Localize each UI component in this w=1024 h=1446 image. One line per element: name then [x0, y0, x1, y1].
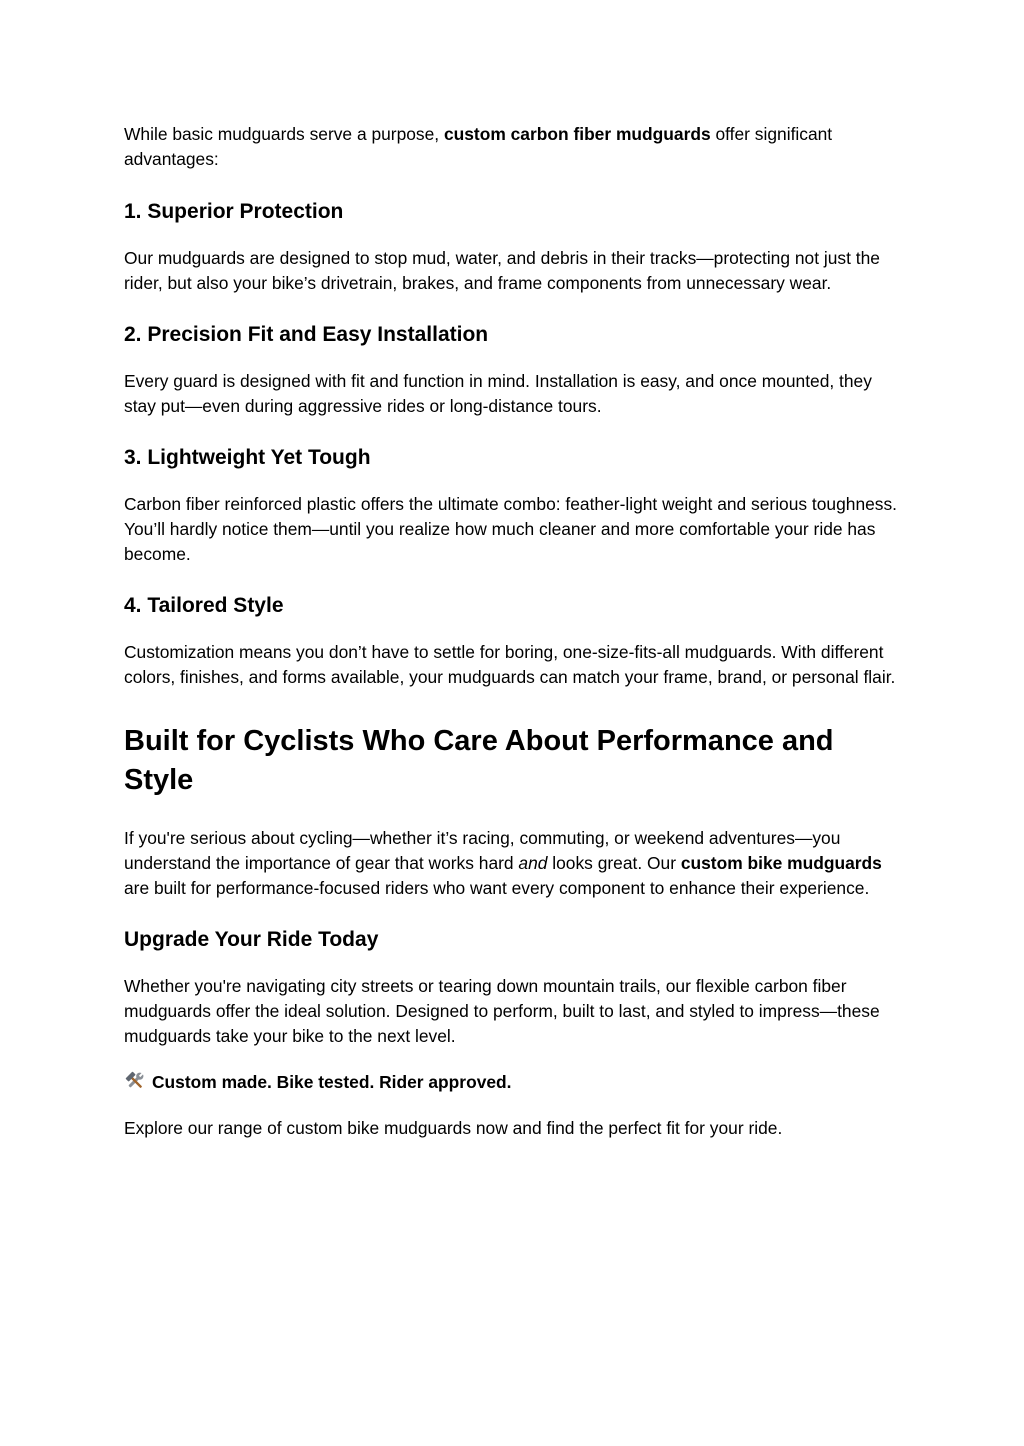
- heading-superior-protection: 1. Superior Protection: [124, 200, 344, 223]
- paragraph-tailored-style: Customization means you don’t have to settle for boring, one-size-fits-all mudguards. With different colors, finishes, and forms available, your mudguards can match your frame, brand, or personal flair.: [124, 642, 896, 687]
- built-bold-text: custom bike mudguards: [680, 853, 882, 873]
- heading-built-for-cyclists: Built for Cyclists Who Care About Performance and Style: [124, 725, 834, 796]
- intro-text-end: offer significant advantages:: [124, 124, 833, 169]
- intro-text-start: While basic mudguards serve a purpose,: [124, 124, 444, 144]
- heading-upgrade-ride: Upgrade Your Ride Today: [124, 928, 379, 951]
- tagline-text: Custom made. Bike tested. Rider approved.: [152, 1072, 512, 1092]
- paragraph-precision-fit: Every guard is designed with fit and function in mind. Installation is easy, and once mounted, they stay put—even during aggressive rides or long-distance tours.: [124, 371, 872, 416]
- closing-paragraph: Explore our range of custom bike mudguards now and find the perfect fit for your ride.: [124, 1118, 783, 1138]
- hammer-and-wrench-icon: [124, 1071, 146, 1091]
- built-text-3: are built for performance-focused riders who want every component to enhance their experience.: [124, 878, 870, 898]
- paragraph-lightweight: Carbon fiber reinforced plastic offers the ultimate combo: feather-light weight and serious toughness. You’ll hardly notice them—until you realize how much cleaner and more comfortable your ride has become.: [124, 494, 898, 564]
- tagline: [124, 1070, 904, 1095]
- built-text-2: looks great. Our: [547, 853, 681, 873]
- intro-paragraph: [124, 122, 904, 172]
- heading-tailored-style: 4. Tailored Style: [124, 594, 284, 617]
- paragraph-superior-protection: Our mudguards are designed to stop mud, water, and debris in their tracks—protecting not just the rider, but also your bike’s drivetrain, brakes, and frame components from unnecessary wear.: [124, 248, 880, 293]
- intro-bold-text: custom carbon fiber mudguards: [443, 124, 711, 144]
- document-page: [124, 122, 904, 1141]
- built-italic-text: and: [518, 853, 548, 873]
- built-text-1: If you're serious about cycling—whether it’s racing, commuting, or weekend adventures—you understand the importance of gear that works hard: [124, 828, 841, 873]
- heading-lightweight: 3. Lightweight Yet Tough: [124, 446, 371, 469]
- paragraph-built-for-cyclists: [124, 826, 904, 901]
- heading-precision-fit: 2. Precision Fit and Easy Installation: [124, 323, 489, 346]
- paragraph-upgrade-ride: Whether you're navigating city streets or tearing down mountain trails, our flexible carbon fiber mudguards offer the ideal solution. Designed to perform, built to last, and styled to impress—these mudguards take your bike to the next level.: [124, 976, 880, 1046]
